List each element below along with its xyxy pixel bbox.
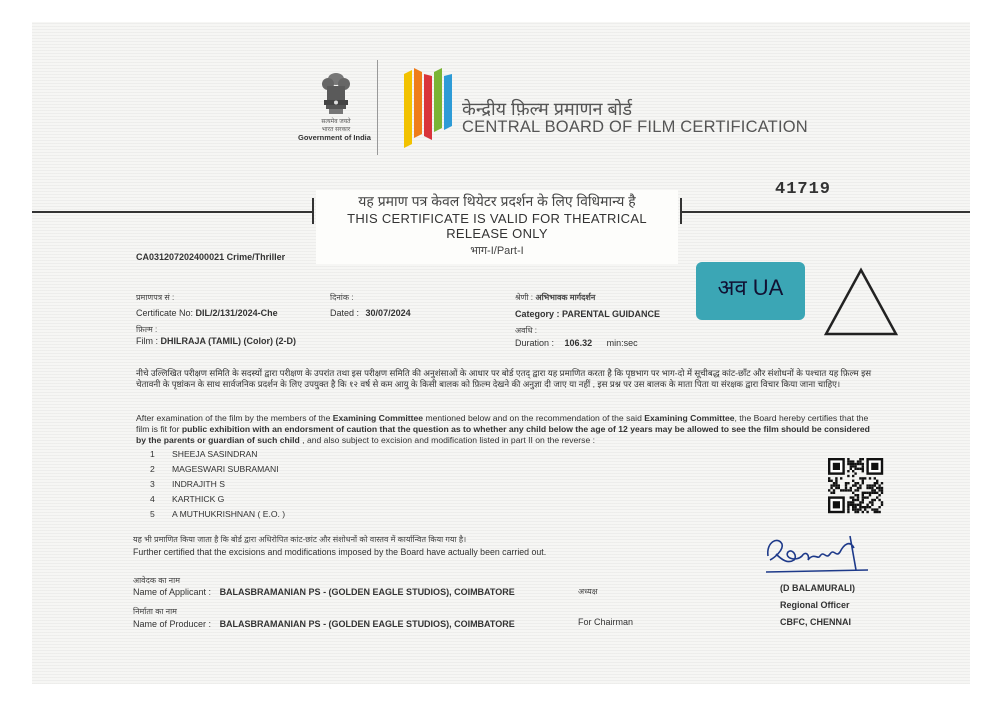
caution-triangle-icon — [822, 266, 900, 338]
committee-member — [150, 509, 285, 524]
chairman-hindi: अध्यक्ष — [578, 587, 598, 596]
category-label: Category : — [515, 309, 560, 319]
government-emblem — [298, 70, 371, 142]
validity-hindi: यह प्रमाण पत्र केवल थियेटर प्रदर्शन के लिए विधिमान्य है — [358, 193, 636, 209]
date-label-hindi: दिनांक : — [330, 293, 354, 302]
applicant-label: Name of Applicant : — [133, 587, 212, 597]
certificate-field — [136, 308, 278, 318]
cert-text-bold-2: Examining Committee — [644, 413, 735, 423]
banner-tick-left — [312, 198, 314, 224]
film-value: DHILRAJA (TAMIL) (Color) (2-D) — [160, 336, 296, 346]
committee-member — [150, 494, 285, 509]
cert-text-part-3: , the Board hereby certifies that the film is fit for — [136, 413, 869, 435]
officer-title: Regional Officer — [780, 600, 850, 610]
cert-text-part-2: mentioned below and on the recommendation of the said — [423, 413, 645, 423]
validity-part: भाग-I/Part-I — [470, 245, 524, 257]
member-name: A MUTHUKRISHNAN ( E.O. ) — [172, 509, 286, 519]
reference-code: CA031207202400021 Crime/Thriller — [136, 252, 286, 262]
category-field — [515, 309, 660, 319]
member-number: 4 — [150, 494, 155, 504]
committee-member — [150, 464, 285, 479]
duration-value: 106.32 — [564, 338, 593, 348]
member-name: INDRAJITH S — [172, 479, 225, 489]
cert-text-bold-1: Examining Committee — [332, 413, 424, 423]
duration-field — [515, 338, 638, 348]
government-hindi: भारत सरकार — [321, 127, 351, 133]
chairman-english: For Chairman — [578, 617, 634, 627]
category-hindi-row — [515, 292, 595, 303]
caution-triangle — [822, 266, 900, 343]
banner-rule-right — [682, 211, 970, 213]
category-value-hindi: अभिभावक मार्गदर्शन — [535, 293, 596, 302]
member-name: MAGESWARI SUBRAMANI — [172, 464, 279, 474]
committee-list — [150, 449, 285, 524]
signature-icon — [762, 530, 872, 576]
duration-label: Duration : — [515, 338, 555, 348]
officer-name: (D BALAMURALI) — [780, 583, 855, 593]
government-english: Government of India — [298, 133, 371, 142]
validity-english: THIS CERTIFICATE IS VALID FOR THEATRICAL RELEASE ONLY — [347, 211, 647, 241]
member-name: KARTHICK G — [172, 494, 225, 504]
further-certified-english: Further certified that the excisions and modifications imposed by the Board have actually been carried out. — [133, 547, 547, 557]
producer-field — [133, 619, 515, 629]
certificate-label: Certificate No: — [136, 308, 194, 318]
date-value: 30/07/2024 — [365, 308, 411, 318]
cert-text-part-1: After examination of the film by the members of the — [136, 413, 333, 423]
film-field — [136, 336, 296, 346]
cert-text-part-4: , and also subject to excision and modification listed in part II on the reverse : — [299, 435, 595, 446]
certification-text-hindi: नीचे उल्लिखित परीक्षण समिति के सदस्यों द्वारा परीक्षण के उपरांत तथा इस परीक्षण समिति की अनुशंसाओं के आधार पर बोर्ड एतद् द्वारा यह प्रमाणित करता है कि पृष्ठभाग पर भाग-दो में सूचीबद्ध कांट-छाँट और संशोधनों के पश्चात यह फ़िल्म इस चेतावनी के पृष्ठांकन के साथ सार्वजनिक प्रदर्शन के लिए उपयुक्त है कि १२ वर्ष से कम आयु के किसी बालक को फ़िल्म देखने की अनुज्ञा दी जाए या नहीं , इस प्रश्न पर उस बालक के माता पिता या संरक्षक द्वारा विचार किया जाना चाहिए। — [136, 368, 872, 390]
further-certified-hindi: यह भी प्रमाणित किया जाता है कि बोर्ड द्वारा अधिरोपित कांट-छांट और संशोधनों को वास्तव में कार्यान्वित किया गया है। — [133, 535, 467, 544]
board-name-hindi: केन्द्रीय फ़िल्म प्रमाणन बोर्ड — [462, 99, 633, 119]
emblem-motto: सत्यमेव जयते — [321, 119, 351, 125]
date-field — [330, 308, 411, 318]
producer-label-hindi: निर्माता का नाम — [133, 607, 177, 616]
member-name: SHEEJA SASINDRAN — [172, 449, 258, 459]
date-label: Dated : — [330, 308, 360, 318]
duration-unit: min:sec — [606, 338, 638, 348]
officer-signature — [762, 530, 872, 581]
certificate-label-hindi: प्रमाणपत्र सं : — [136, 293, 175, 302]
lion-capital-icon — [319, 70, 353, 116]
committee-member — [150, 449, 285, 464]
cert-text-bold-3: public exhibition with an endorsment of caution that the question as to whether any child below the age of 12 years may be allowed to see the film should be considered by the parents or guardian of such child — [136, 424, 870, 446]
rating-badge: अव UA — [696, 262, 805, 320]
validity-banner — [316, 190, 678, 264]
applicant-value: BALASBRAMANIAN PS - (GOLDEN EAGLE STUDIOS), COIMBATORE — [219, 587, 515, 597]
serial-number: 41719 — [775, 180, 832, 199]
banner-rule-left — [32, 211, 314, 213]
header-divider — [377, 60, 378, 155]
duration-label-hindi: अवधि : — [515, 326, 537, 335]
member-number: 5 — [150, 509, 155, 519]
committee-member — [150, 479, 285, 494]
cbfc-logo — [398, 64, 456, 157]
qr-code-icon — [828, 458, 884, 514]
certification-text-english — [136, 413, 876, 447]
cbfc-logo-icon — [398, 64, 456, 152]
banner-tick-right — [680, 198, 682, 224]
category-label-hindi: श्रेणी : — [515, 293, 533, 302]
category-value: PARENTAL GUIDANCE — [562, 309, 661, 319]
producer-value: BALASBRAMANIAN PS - (GOLDEN EAGLE STUDIOS), COIMBATORE — [219, 619, 515, 629]
applicant-field — [133, 587, 515, 597]
film-label-hindi: फ़िल्म : — [136, 325, 158, 334]
member-number: 3 — [150, 479, 155, 489]
member-number: 2 — [150, 464, 155, 474]
officer-office: CBFC, CHENNAI — [780, 617, 851, 627]
film-label: Film : — [136, 336, 158, 346]
qr-code — [828, 458, 884, 519]
applicant-label-hindi: आवेदक का नाम — [133, 576, 180, 585]
member-number: 1 — [150, 449, 155, 459]
board-name-english: CENTRAL BOARD OF FILM CERTIFICATION — [462, 118, 808, 136]
certificate-value: DIL/2/131/2024-Che — [195, 308, 278, 318]
producer-label: Name of Producer : — [133, 619, 212, 629]
